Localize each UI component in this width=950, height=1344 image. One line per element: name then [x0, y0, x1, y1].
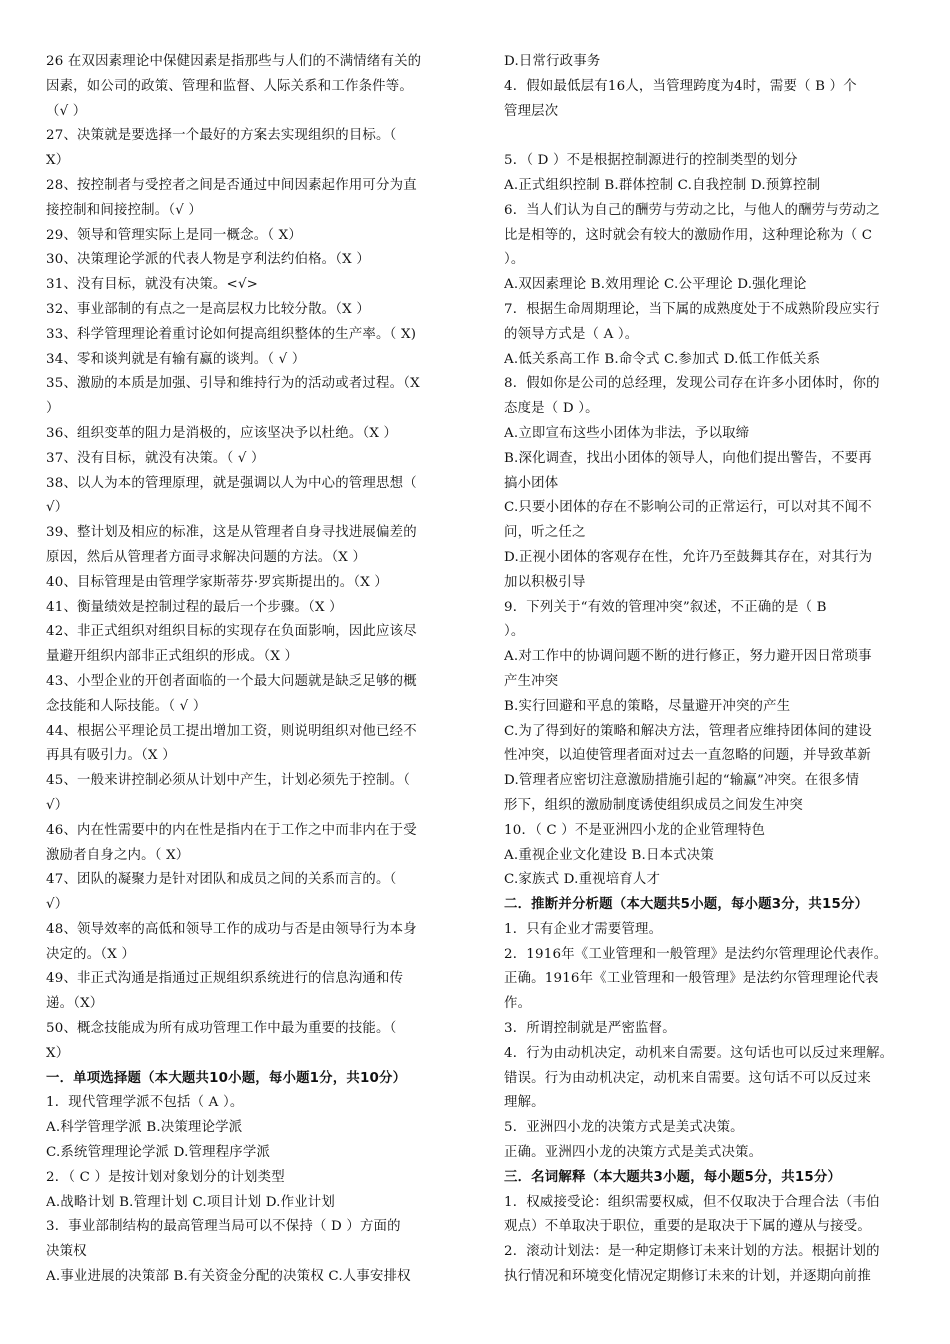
text-line: B.实行回避和平息的策略，尽量避开冲突的产生 — [504, 698, 791, 714]
text-line: 26 在双因素理论中保健因素是指那些与人们的不满情绪有关的 — [46, 54, 422, 69]
text-line: 37、没有目标，就没有决策。（ √ ） — [46, 450, 265, 466]
text-line: 8．假如你是公司的总经理，发现公司存在许多小团体时，你的 — [504, 376, 880, 392]
text-line: 28、按控制者与受控者之间是否通过中间因素起作用可分为直 — [46, 177, 417, 193]
text-line: 39、整计划及相应的标准，这是从管理者自身寻找进展偏差的 — [46, 525, 417, 541]
text-line: 因素，如公司的政策、管理和监督、人际关系和工作条件等。 — [46, 78, 413, 94]
text-line: 原因，然后从管理者方面寻求解决问题的方法。（X ） — [46, 549, 367, 565]
text-line: ） — [46, 401, 60, 417]
text-line: 执行情况和环境变化情况定期修订未来的计划，并逐期向前推 — [504, 1269, 871, 1285]
text-line: 43、小型企业的开创者面临的一个最大问题就是缺乏足够的概 — [46, 673, 417, 689]
section-heading: 二．推断并分析题（本大题共5小题，每小题3分，共15分） — [504, 897, 869, 913]
text-line: 1．现代管理学派不包括（ A ）。 — [46, 1095, 244, 1111]
text-line: 38、以人为本的管理原理，就是强调以人为中心的管理思想（ — [46, 475, 417, 491]
text-line: 41、衡量绩效是控制过程的最后一个步骤。（X ） — [46, 599, 343, 615]
text-line: C.为了得到好的策略和解决方法，管理者应维持团体间的建设 — [504, 723, 872, 739]
text-line: B.深化调查，找出小团体的领导人，向他们提出警告，不要再 — [504, 450, 872, 466]
text-line: √） — [46, 797, 69, 813]
text-line: 49、非正式沟通是指通过正规组织系统进行的信息沟通和传 — [46, 971, 404, 987]
text-line: A.正式组织控制 B.群体控制 C.自我控制 D.预算控制 — [504, 177, 821, 193]
text-line: ）。 — [504, 252, 525, 268]
text-line: C.只要小团体的存在不影响公司的正常运行，可以对其不闻不 — [504, 500, 872, 516]
text-line: 36、组织变革的阻力是消极的，应该坚决予以杜绝。（X ） — [46, 425, 398, 441]
text-line: 31、没有目标，就没有决策。<√> — [46, 277, 259, 293]
text-line: 管理层次 — [504, 103, 559, 119]
section-heading: 一．单项选择题（本大题共10小题，每小题1分，共10分） — [46, 1070, 407, 1086]
text-line: 量避开组织内部非正式组织的形成。（X ） — [46, 649, 299, 665]
text-line: D.正视小团体的客观存在性，允许乃至鼓舞其存在，对其行为 — [504, 549, 873, 565]
text-line: A.低关系高工作 B.命令式 C.参加式 D.低工作低关系 — [504, 351, 821, 367]
text-line: A.事业进展的决策部 B.有关资金分配的决策权 C.人事安排权 — [46, 1269, 411, 1285]
text-line: 性冲突，以迫使管理者面对过去一直忽略的问题，并导致革新 — [504, 748, 871, 764]
text-line: 再具有吸引力。（X ） — [46, 748, 176, 764]
text-line: （√ ） — [46, 103, 87, 119]
text-line: 观点）不单取决于职位，重要的是取决于下属的遵从与接受。 — [504, 1219, 871, 1235]
text-line: 9．下列关于“有效的管理冲突”叙述，不正确的是（ B — [504, 599, 827, 615]
text-line: 3．事业部制结构的最高管理当局可以不保持（ D ）方面的 — [46, 1219, 401, 1235]
text-line: 4．行为由动机决定，动机来自需要。这句话也可以反过来理解。 — [504, 1045, 894, 1061]
text-line: 错误。行为由动机决定，动机来自需要。这句话不可以反过来 — [504, 1070, 871, 1086]
text-line: 45、一般来讲控制必须从计划中产生，计划必须先于控制。（ — [46, 773, 411, 789]
text-line: 2．滚动计划法：是一种定期修订未来计划的方法。根据计划的 — [504, 1244, 880, 1260]
text-line: 1．权威接受论：组织需要权威，但不仅取决于合理合法（韦伯 — [504, 1194, 880, 1210]
text-line: 3．所谓控制就是严密监督。 — [504, 1021, 676, 1037]
text-line: 27、决策就是要选择一个最好的方案去实现组织的目标。（ — [46, 128, 397, 144]
text-line: 的领导方式是（ A ）。 — [504, 326, 639, 342]
text-line: 40、目标管理是由管理学家斯蒂芬·罗宾斯提出的。（X ） — [46, 574, 388, 590]
text-line: 决策权 — [46, 1244, 87, 1260]
text-line: 10．（ C ）不是亚洲四小龙的企业管理特色 — [504, 822, 766, 838]
text-line: C.系统管理理论学派 D.管理程序学派 — [46, 1145, 271, 1161]
text-line: 50、概念技能成为所有成功管理工作中最为重要的技能。（ — [46, 1021, 397, 1037]
text-line: A.战略计划 B.管理计划 C.项目计划 D.作业计划 — [46, 1194, 335, 1210]
text-line: 48、领导效率的高低和领导工作的成功与否是由领导行为本身 — [46, 921, 417, 937]
text-line: 加以积极引导 — [504, 574, 586, 590]
text-line: 比是相等的，这时就会有较大的激励作用，这种理论称为（ C — [504, 227, 873, 243]
text-line: 理解。 — [504, 1095, 545, 1111]
text-line: 47、团队的凝聚力是针对团队和成员之间的关系而言的。（ — [46, 872, 397, 888]
text-line: 1．只有企业才需要管理。 — [504, 921, 663, 937]
text-line: A.科学管理学派 B.决策理论学派 — [46, 1120, 243, 1136]
text-line: 正确。1916年《工业管理和一般管理》是法约尔管理理论代表 — [504, 971, 879, 987]
text-line: 念技能和人际技能。（ √ ） — [46, 698, 207, 714]
text-line: 46、内在性需要中的内在性是指内在于工作之中而非内在于受 — [46, 822, 417, 838]
text-line: 搞小团体 — [504, 475, 559, 491]
text-line: 44、根据公平理论员工提出增加工资，则说明组织对他已经不 — [46, 723, 417, 739]
text-line: 5．（ D ）不是根据控制源进行的控制类型的划分 — [504, 153, 798, 169]
text-line: 32、事业部制的有点之一是高层权力比较分散。（X ） — [46, 301, 370, 317]
text-line: A.重视企业文化建设 B.日本式决策 — [504, 847, 714, 863]
text-line: 2．1916年《工业管理和一般管理》是法约尔管理理论代表作。 — [504, 946, 888, 962]
text-line: 态度是（ D ）。 — [504, 401, 599, 417]
text-line: X） — [46, 153, 70, 169]
text-line: 产生冲突 — [504, 673, 559, 689]
text-line: 4．假如最低层有16人，当管理跨度为4时，需要（ B ）个 — [504, 78, 857, 94]
text-line: D.日常行政事务 — [504, 54, 601, 69]
text-line: 2．（ C ）是按计划对象划分的计划类型 — [46, 1169, 285, 1185]
text-line: D.管理者应密切注意激励措施引起的“输赢”冲突。在很多情 — [504, 773, 860, 789]
text-line: √） — [46, 500, 69, 516]
text-line: A.立即宣布这些小团体为非法，予以取缔 — [504, 425, 750, 441]
text-line: 33、科学管理理论着重讨论如何提高组织整体的生产率。（ X) — [46, 326, 417, 342]
text-line: 接控制和间接控制。（√ ） — [46, 202, 202, 218]
text-line: 5．亚洲四小龙的决策方式是美式决策。 — [504, 1120, 744, 1136]
left-column — [46, 50, 446, 1290]
text-line: 30、决策理论学派的代表人物是亨利法约伯格。（X ） — [46, 252, 370, 268]
text-line: 34、零和谈判就是有输有赢的谈判。（ √ ） — [46, 351, 306, 367]
text-line: ）。 — [504, 624, 525, 640]
text-line: 作。 — [504, 996, 532, 1012]
text-line: 7．根据生命周期理论，当下属的成熟度处于不成熟阶段应实行 — [504, 301, 880, 317]
text-line — [504, 124, 906, 149]
text-line: C.家族式 D.重视培育人才 — [504, 872, 661, 888]
section-heading: 三．名词解释（本大题共3小题，每小题5分，共15分） — [504, 1169, 842, 1185]
text-line: 激励者自身之内。（ X） — [46, 847, 190, 863]
text-line: 决定的。（X ） — [46, 946, 136, 962]
text-line: 35、激励的本质是加强、引导和维持行为的活动或者过程。（X — [46, 376, 420, 392]
right-column — [504, 50, 906, 1290]
text-line: X） — [46, 1045, 70, 1061]
text-line: 递。（X） — [46, 996, 104, 1012]
text-line: 6．当人们认为自己的酬劳与劳动之比，与他人的酬劳与劳动之 — [504, 202, 880, 218]
text-line: √） — [46, 897, 69, 913]
text-line: 42、非正式组织对组织目标的实现存在负面影响，因此应该尽 — [46, 624, 417, 640]
text-line: 形下，组织的激励制度诱使组织成员之间发生冲突 — [504, 797, 803, 813]
text-line: A.对工作中的协调问题不断的进行修正，努力避开因日常琐事 — [504, 649, 872, 665]
text-line: 问，听之任之 — [504, 525, 586, 541]
text-line: A.双因素理论 B.效用理论 C.公平理论 D.强化理论 — [504, 277, 807, 293]
text-line: 正确。亚洲四小龙的决策方式是美式决策。 — [504, 1145, 763, 1161]
text-line: 29、领导和管理实际上是同一概念。（ X） — [46, 227, 302, 243]
